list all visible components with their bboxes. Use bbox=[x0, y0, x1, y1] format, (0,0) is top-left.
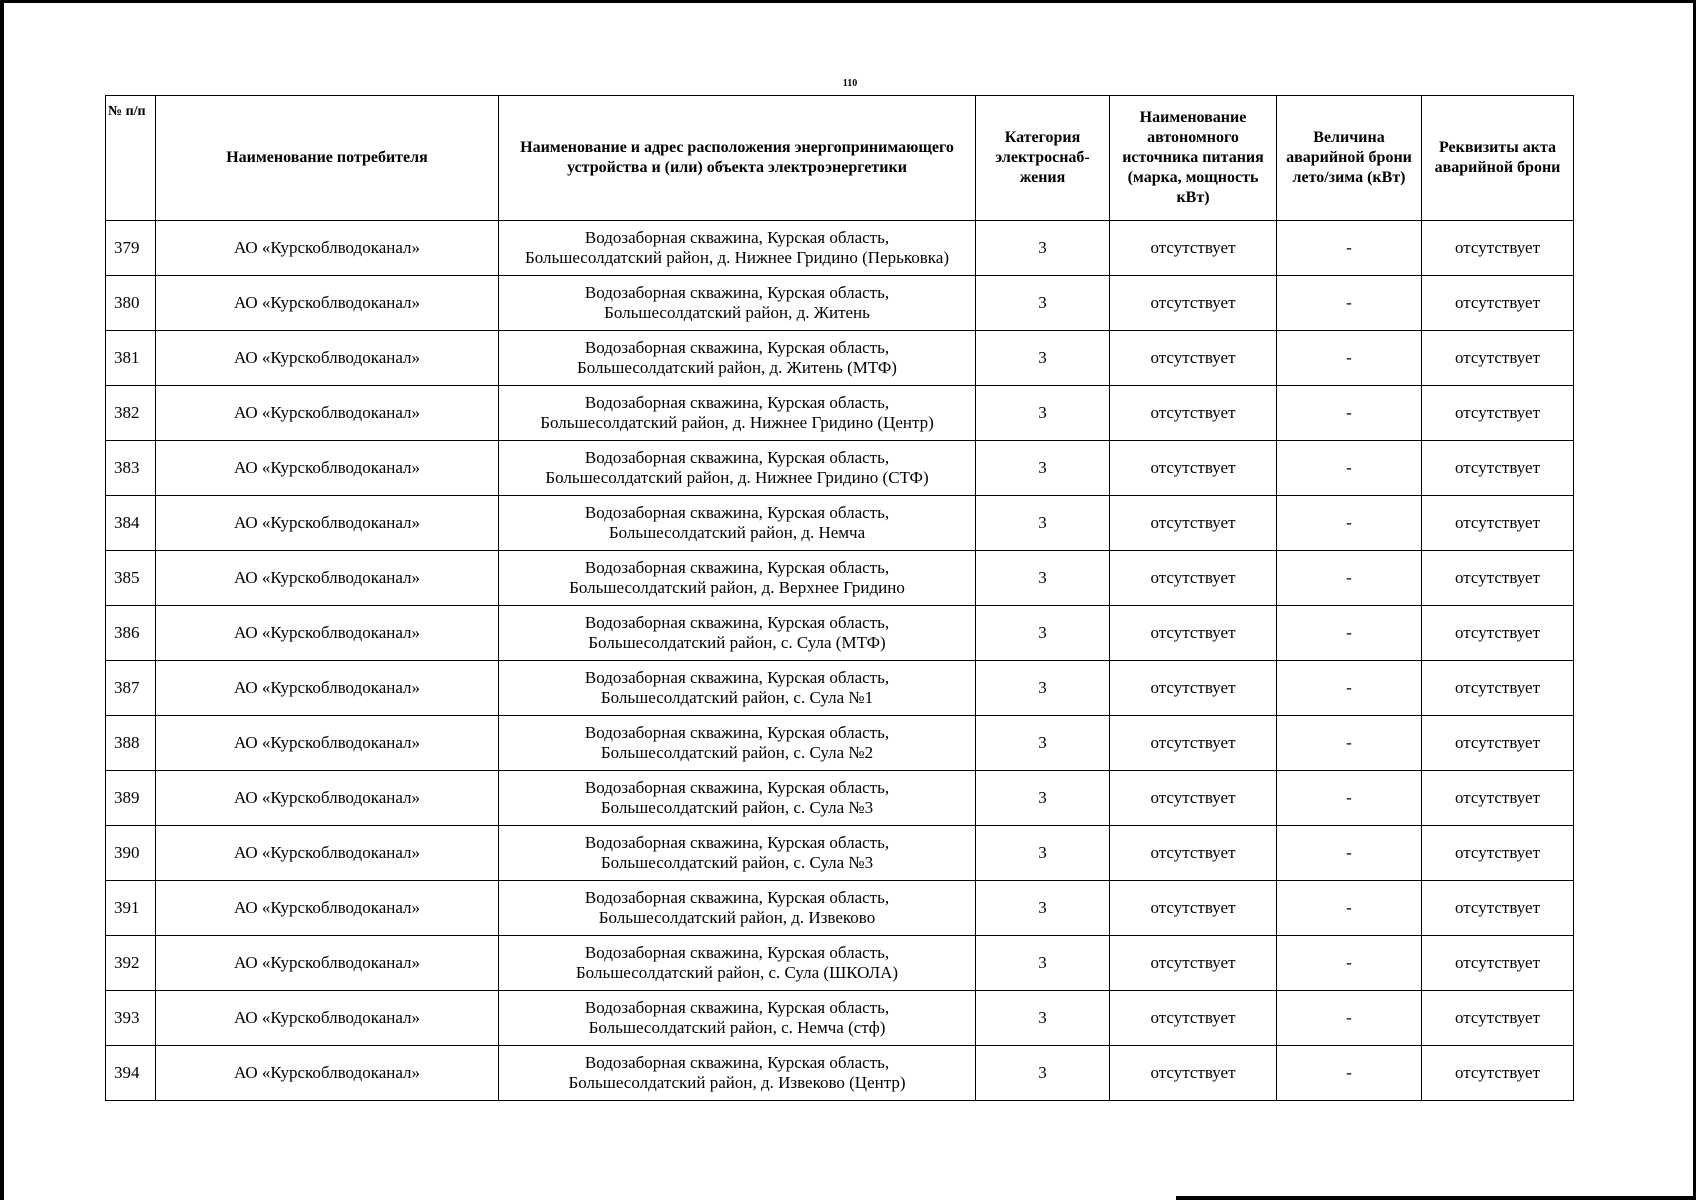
row-act: отсутствует bbox=[1422, 221, 1574, 276]
row-source: отсутствует bbox=[1110, 606, 1277, 661]
row-object-line2: Большесолдатский район, д. Житень (МТФ) bbox=[577, 358, 897, 377]
row-category: 3 bbox=[976, 826, 1110, 881]
row-act: отсутствует bbox=[1422, 661, 1574, 716]
row-reserve: - bbox=[1277, 221, 1422, 276]
row-reserve: - bbox=[1277, 771, 1422, 826]
row-source: отсутствует bbox=[1110, 441, 1277, 496]
row-consumer: АО «Курскоблводоканал» bbox=[156, 881, 499, 936]
table-header-row bbox=[106, 96, 1574, 221]
row-consumer: АО «Курскоблводоканал» bbox=[156, 386, 499, 441]
row-source: отсутствует bbox=[1110, 496, 1277, 551]
row-consumer: АО «Курскоблводоканал» bbox=[156, 991, 499, 1046]
header-act: Реквизиты акта аварийной брони bbox=[1422, 96, 1574, 221]
row-reserve: - bbox=[1277, 661, 1422, 716]
row-reserve: - bbox=[1277, 386, 1422, 441]
header-num: № п/п bbox=[106, 96, 156, 221]
row-category: 3 bbox=[976, 331, 1110, 386]
row-reserve: - bbox=[1277, 991, 1422, 1046]
row-object bbox=[499, 936, 976, 991]
row-object bbox=[499, 881, 976, 936]
row-category: 3 bbox=[976, 221, 1110, 276]
row-act: отсутствует bbox=[1422, 1046, 1574, 1101]
row-object-line1: Водозаборная скважина, Курская область, bbox=[584, 393, 890, 412]
row-source: отсутствует bbox=[1110, 276, 1277, 331]
table-row bbox=[106, 606, 1574, 661]
table-row bbox=[106, 881, 1574, 936]
table-row bbox=[106, 661, 1574, 716]
row-reserve: - bbox=[1277, 276, 1422, 331]
row-object-line2: Большесолдатский район, с. Сула (ШКОЛА) bbox=[575, 963, 899, 982]
row-reserve: - bbox=[1277, 881, 1422, 936]
row-object-line1: Водозаборная скважина, Курская область, bbox=[584, 998, 890, 1017]
row-source: отсутствует bbox=[1110, 221, 1277, 276]
row-category: 3 bbox=[976, 716, 1110, 771]
row-object bbox=[499, 716, 976, 771]
row-act: отсутствует bbox=[1422, 826, 1574, 881]
row-reserve: - bbox=[1277, 716, 1422, 771]
row-consumer: АО «Курскоблводоканал» bbox=[156, 551, 499, 606]
row-number: 386 bbox=[106, 606, 156, 661]
row-source: отсутствует bbox=[1110, 551, 1277, 606]
scan-edge-left bbox=[0, 0, 4, 1200]
table-row bbox=[106, 936, 1574, 991]
row-object-line2: Большесолдатский район, с. Сула (МТФ) bbox=[588, 633, 886, 652]
row-source: отсутствует bbox=[1110, 1046, 1277, 1101]
row-number: 387 bbox=[106, 661, 156, 716]
row-number: 392 bbox=[106, 936, 156, 991]
row-object-line1: Водозаборная скважина, Курская область, bbox=[584, 283, 890, 302]
row-category: 3 bbox=[976, 441, 1110, 496]
row-object-line2: Большесолдатский район, д. Верхнее Гридино bbox=[569, 578, 905, 597]
row-category: 3 bbox=[976, 551, 1110, 606]
row-object-line1: Водозаборная скважина, Курская область, bbox=[584, 503, 890, 522]
row-act: отсутствует bbox=[1422, 881, 1574, 936]
row-object-line1: Водозаборная скважина, Курская область, bbox=[584, 888, 890, 907]
row-reserve: - bbox=[1277, 441, 1422, 496]
row-consumer: АО «Курскоблводоканал» bbox=[156, 661, 499, 716]
row-consumer: АО «Курскоблводоканал» bbox=[156, 221, 499, 276]
row-object bbox=[499, 1046, 976, 1101]
row-object-line2: Большесолдатский район, д. Нижнее Гридино (Перьковка) bbox=[524, 248, 950, 267]
row-consumer: АО «Курскоблводоканал» bbox=[156, 441, 499, 496]
row-object-line1: Водозаборная скважина, Курская область, bbox=[584, 833, 890, 852]
row-number: 389 bbox=[106, 771, 156, 826]
row-object bbox=[499, 331, 976, 386]
row-number: 383 bbox=[106, 441, 156, 496]
row-number: 394 bbox=[106, 1046, 156, 1101]
row-object-line1: Водозаборная скважина, Курская область, bbox=[584, 448, 890, 467]
table-row bbox=[106, 276, 1574, 331]
row-category: 3 bbox=[976, 771, 1110, 826]
table-row bbox=[106, 991, 1574, 1046]
table-row bbox=[106, 716, 1574, 771]
row-consumer: АО «Курскоблводоканал» bbox=[156, 331, 499, 386]
row-consumer: АО «Курскоблводоканал» bbox=[156, 716, 499, 771]
row-act: отсутствует bbox=[1422, 606, 1574, 661]
row-object-line2: Большесолдатский район, с. Сула №3 bbox=[600, 853, 874, 872]
row-object-line1: Водозаборная скважина, Курская область, bbox=[584, 778, 890, 797]
row-category: 3 bbox=[976, 606, 1110, 661]
header-reserve: Величина аварийной брони лето/зима (кВт) bbox=[1277, 96, 1422, 221]
row-reserve: - bbox=[1277, 496, 1422, 551]
row-source: отсутствует bbox=[1110, 386, 1277, 441]
row-object bbox=[499, 606, 976, 661]
row-object-line1: Водозаборная скважина, Курская область, bbox=[584, 1053, 890, 1072]
row-object-line2: Большесолдатский район, с. Сула №2 bbox=[600, 743, 874, 762]
row-object bbox=[499, 496, 976, 551]
row-object-line2: Большесолдатский район, с. Сула №3 bbox=[600, 798, 874, 817]
registry-table bbox=[105, 95, 1574, 1101]
row-object bbox=[499, 551, 976, 606]
row-number: 379 bbox=[106, 221, 156, 276]
row-source: отсутствует bbox=[1110, 771, 1277, 826]
row-source: отсутствует bbox=[1110, 881, 1277, 936]
table-row bbox=[106, 771, 1574, 826]
row-source: отсутствует bbox=[1110, 991, 1277, 1046]
table-row bbox=[106, 331, 1574, 386]
row-number: 380 bbox=[106, 276, 156, 331]
row-source: отсутствует bbox=[1110, 716, 1277, 771]
row-number: 382 bbox=[106, 386, 156, 441]
row-reserve: - bbox=[1277, 606, 1422, 661]
row-number: 388 bbox=[106, 716, 156, 771]
row-object bbox=[499, 276, 976, 331]
row-act: отсутствует bbox=[1422, 331, 1574, 386]
table-row bbox=[106, 826, 1574, 881]
scan-edge-top bbox=[0, 0, 1696, 3]
row-source: отсутствует bbox=[1110, 661, 1277, 716]
row-category: 3 bbox=[976, 1046, 1110, 1101]
row-act: отсутствует bbox=[1422, 551, 1574, 606]
row-object-line2: Большесолдатский район, д. Извеково bbox=[598, 908, 876, 927]
row-object-line1: Водозаборная скважина, Курская область, bbox=[584, 723, 890, 742]
table-row bbox=[106, 221, 1574, 276]
row-category: 3 bbox=[976, 496, 1110, 551]
row-category: 3 bbox=[976, 881, 1110, 936]
header-source: Наименование автономного источника питания (марка, мощность кВт) bbox=[1110, 96, 1277, 221]
row-source: отсутствует bbox=[1110, 331, 1277, 386]
row-source: отсутствует bbox=[1110, 936, 1277, 991]
row-object bbox=[499, 826, 976, 881]
table-body bbox=[106, 221, 1574, 1101]
row-consumer: АО «Курскоблводоканал» bbox=[156, 606, 499, 661]
table-row bbox=[106, 551, 1574, 606]
header-object: Наименование и адрес расположения энергопринимающего устройства и (или) объекта электроэнергетики bbox=[499, 96, 976, 221]
row-consumer: АО «Курскоблводоканал» bbox=[156, 826, 499, 881]
row-object-line2: Большесолдатский район, д. Нижнее Гридино (Центр) bbox=[540, 413, 934, 432]
row-act: отсутствует bbox=[1422, 441, 1574, 496]
row-act: отсутствует bbox=[1422, 771, 1574, 826]
row-object bbox=[499, 221, 976, 276]
row-object-line1: Водозаборная скважина, Курская область, bbox=[584, 228, 890, 247]
row-object-line2: Большесолдатский район, с. Немча (стф) bbox=[588, 1018, 886, 1037]
row-number: 390 bbox=[106, 826, 156, 881]
row-object-line2: Большесолдатский район, д. Извеково (Центр) bbox=[568, 1073, 906, 1092]
row-category: 3 bbox=[976, 386, 1110, 441]
row-number: 381 bbox=[106, 331, 156, 386]
row-object-line1: Водозаборная скважина, Курская область, bbox=[584, 338, 890, 357]
table-row bbox=[106, 386, 1574, 441]
row-reserve: - bbox=[1277, 1046, 1422, 1101]
row-consumer: АО «Курскоблводоканал» bbox=[156, 276, 499, 331]
table-row bbox=[106, 441, 1574, 496]
header-category: Категория электроснаб-жения bbox=[976, 96, 1110, 221]
row-number: 384 bbox=[106, 496, 156, 551]
table-row bbox=[106, 1046, 1574, 1101]
row-object bbox=[499, 441, 976, 496]
table-row bbox=[106, 496, 1574, 551]
row-category: 3 bbox=[976, 991, 1110, 1046]
row-object bbox=[499, 386, 976, 441]
row-object bbox=[499, 771, 976, 826]
row-act: отсутствует bbox=[1422, 936, 1574, 991]
row-object-line2: Большесолдатский район, д. Житень bbox=[604, 303, 870, 322]
row-number: 393 bbox=[106, 991, 156, 1046]
row-object bbox=[499, 661, 976, 716]
row-reserve: - bbox=[1277, 551, 1422, 606]
row-consumer: АО «Курскоблводоканал» bbox=[156, 936, 499, 991]
row-consumer: АО «Курскоблводоканал» bbox=[156, 771, 499, 826]
row-consumer: АО «Курскоблводоканал» bbox=[156, 1046, 499, 1101]
row-object-line1: Водозаборная скважина, Курская область, bbox=[584, 668, 890, 687]
row-act: отсутствует bbox=[1422, 716, 1574, 771]
row-object-line1: Водозаборная скважина, Курская область, bbox=[584, 558, 890, 577]
row-object-line1: Водозаборная скважина, Курская область, bbox=[584, 943, 890, 962]
row-act: отсутствует bbox=[1422, 496, 1574, 551]
page-number: 110 bbox=[842, 78, 858, 89]
row-act: отсутствует bbox=[1422, 386, 1574, 441]
row-source: отсутствует bbox=[1110, 826, 1277, 881]
row-object-line2: Большесолдатский район, с. Сула №1 bbox=[600, 688, 874, 707]
row-category: 3 bbox=[976, 276, 1110, 331]
row-reserve: - bbox=[1277, 936, 1422, 991]
scan-edge-bottom bbox=[1176, 1196, 1696, 1200]
header-consumer: Наименование потребителя bbox=[156, 96, 499, 221]
row-act: отсутствует bbox=[1422, 991, 1574, 1046]
row-category: 3 bbox=[976, 661, 1110, 716]
row-object-line2: Большесолдатский район, д. Нижнее Гридино (СТФ) bbox=[545, 468, 929, 487]
row-object-line2: Большесолдатский район, д. Немча bbox=[608, 523, 866, 542]
row-category: 3 bbox=[976, 936, 1110, 991]
row-number: 385 bbox=[106, 551, 156, 606]
row-object bbox=[499, 991, 976, 1046]
row-object-line1: Водозаборная скважина, Курская область, bbox=[584, 613, 890, 632]
row-consumer: АО «Курскоблводоканал» bbox=[156, 496, 499, 551]
row-act: отсутствует bbox=[1422, 276, 1574, 331]
row-reserve: - bbox=[1277, 331, 1422, 386]
row-reserve: - bbox=[1277, 826, 1422, 881]
row-number: 391 bbox=[106, 881, 156, 936]
